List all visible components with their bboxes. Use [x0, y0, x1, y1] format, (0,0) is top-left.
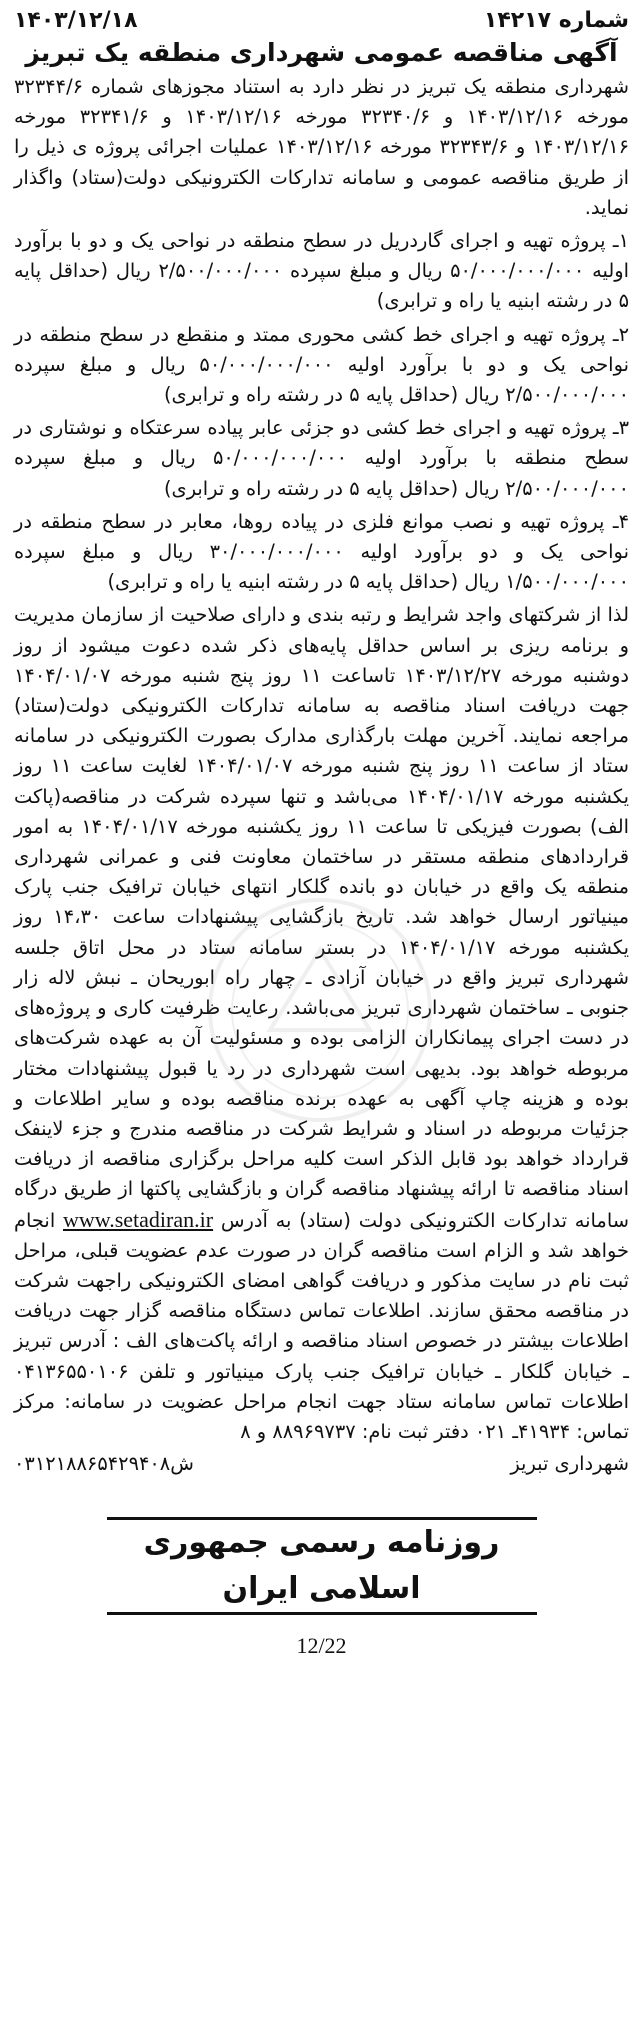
- notice-body: [14, 72, 629, 1447]
- project-item-3: ۳ـ پروژه تهیه و اجرای خط کشی دو جزئی عابر پیاده سرعتکاه و نوشتاری در سطح منطقه با برآورد اولیه ۵۰/۰۰۰/۰۰۰/۰۰۰ ریال و مبلغ سپرده ۲/۵۰۰/۰۰۰/۰۰۰ ریال (حداقل پایه ۵ در رشته راه و ترابری): [14, 416, 629, 500]
- page-number: 12/22: [296, 1633, 347, 1659]
- setad-website-link[interactable]: www.setadiran.ir: [62, 1206, 214, 1232]
- conditions-text-part1: لذا از شرکتهای واجد شرایط و رتبه بندی و دارای صلاحیت از سازمان مدیریت و برنامه ریزی بر اساس حداقل پایه‌های ذکر شده دعوت میشود از روز دوشنبه مورخه ۱۴۰۳/۱۲/۲۷ تاساعت ۱۱ روز پنج شنبه مورخه ۱۴۰۴/۰۱/۰۷ جهت دریافت اسناد مناقصه به سامانه تدارکات الکترونیکی دولت(ستاد) مراجعه نمایند. آخرین مهلت بارگذاری مدارک بصورت الکترونیکی در سامانه ستاد از ساعت ۱۱ روز پنج شنبه مورخه ۱۴۰۴/۰۱/۰۷ لغایت ساعت ۱۱ روز یکشنبه مورخه ۱۴۰۴/۰۱/۱۷ می‌باشد و تنها سپرده شرکت در مناقصه(پاکت الف) بصورت فیزیکی تا ساعت ۱۱ روز یکشنبه مورخه ۱۴۰۴/۰۱/۱۷ به امور قراردادهای منطقه مستقر در ساختمان معاونت فنی و عمرانی شهرداری منطقه یک واقع در خیابان دو بانده گلکار انتهای خیابان ترافیک جنب پارک مینیاتور ارسال خواهد شد. تاریخ بازگشایی پیشنهادات ساعت ۱۴،۳۰ روز یکشنبه مورخه ۱۴۰۴/۰۱/۱۷ در بستر سامانه ستاد در محل اتاق جلسه شهرداری تبریز واقع در خیابان آزادی ـ چهار راه ابوریحان ـ نبش لاله زار جنوبی ـ ساختمان شهرداری تبریز می‌باشد. رعایت ظرفیت کاری و پروژه‌های در دست اجرای پیمانکاران الزامی بوده و مسئولیت آن به عهده شرکت‌های مربوطه خواهد بود. بدیهی است شهرداری در رد یا قبول پیشنهادات مختار بوده و هزینه چاپ آگهی به عهده برنده مناقصه بوده و سایر اطلاعات و جزئیات مربوطه در اسناد و شرایط شرکت در مناقصه مندرج و جزء لاینفک قرارداد خواهد بود قابل الذکر است کلیه مراحل برگزاری مناقصه از دریافت اسناد مناقصه تا ارائه پیشنهاد مناقصه گران و بازگشایی پاکتها از طریق درگاه سامانه تدارکات الکترونیکی دولت (ستاد) به آدرس: [14, 603, 630, 1232]
- reference-number: ش۰۳۱۲۱۸۸۶۵۴۲۹۴۰۸: [14, 1452, 194, 1476]
- notice-date: ۱۴۰۳/۱۲/۱۸: [14, 8, 138, 33]
- notice-header: [14, 6, 629, 36]
- project-item-2: ۲ـ پروژه تهیه و اجرای خط کشی محوری ممتد و منقطع در سطح منطقه در نواحی یک و دو با برآورد اولیه ۵۰/۰۰۰/۰۰۰/۰۰۰ ریال و مبلغ سپرده ۲/۵۰۰/۰۰۰/۰۰۰ ریال (حداقل پایه ۵ در رشته راه و ترابری): [14, 322, 629, 407]
- notice-title: آگهی مناقصه عمومی شهرداری منطقه یک تبریز: [25, 38, 618, 67]
- conditions-paragraph: [14, 600, 629, 1447]
- organization-signature: شهرداری تبریز: [510, 1452, 629, 1476]
- project-item-4: ۴ـ پروژه تهیه و نصب موانع فلزی در پیاده روها، معابر در سطح منطقه در نواحی یک و دو برآورد اولیه ۳۰/۰۰۰/۰۰۰/۰۰۰ ریال و مبلغ سپرده ۱/۵۰۰/۰۰۰/۰۰۰ ریال (حداقل پایه ۵ در رشته ابنیه یا راه و ترابری): [14, 509, 629, 594]
- conditions-text-part2: انجام خواهد شد و الزام است مناقصه گران در صورت عدم عضویت قبلی، مراحل ثبت نام در سایت مذکور و دریافت گواهی امضای الکترونیکی راجهت شرکت در مناقصه محقق سازند. اطلاعات تماس دستگاه مناقصه گزار جهت دریافت اطلاعات بیشتر در خصوص اسناد مناقصه و ارائه پاکت‌های الف : آدرس تبریز ـ خیابان گلکار ـ خیابان ترافیک جنب پارک مینیاتور و تلفن ۰۴۱۳۶۵۵۰۱۰۶ اطلاعات تماس سامانه ستاد جهت انجام مراحل عضویت در سامانه: مرکز تماس: ۴۱۹۳۴ـ ۰۲۱ دفتر ثبت نام: ۸۸۹۶۹۷۳۷ و ۸: [14, 1208, 629, 1443]
- newspaper-banner: روزنامه رسمی جمهوری اسلامی ایران: [107, 1517, 537, 1615]
- notice-number: شماره ۱۴۲۱۷: [483, 8, 629, 33]
- project-item-1: ۱ـ پروژه تهیه و اجرای گاردریل در سطح منطقه در نواحی یک و دو با برآورد اولیه ۵۰/۰۰۰/۰۰۰/۰۰۰ ریال و مبلغ سپرده ۲/۵۰۰/۰۰۰/۰۰۰ ریال (حداقل پایه ۵ در رشته ابنیه یا راه و ترابری): [14, 229, 630, 313]
- intro-paragraph: شهرداری منطقه یک تبریز در نظر دارد به استناد مجوزهای شماره ۳۲۳۴۴/۶ مورخه ۱۴۰۳/۱۲/۱۶ و ۳۲۳۴۰/۶ مورخه ۱۴۰۳/۱۲/۱۶ و ۳۲۳۴۱/۶ مورخه ۱۴۰۳/۱۲/۱۶ و ۳۲۳۴۳/۶ مورخه ۱۴۰۳/۱۲/۱۶ عملیات اجرائی پروژه ی ذیل را از طریق مناقصه عمومی و سامانه تدارکات الکترونیکی دولت(ستاد) واگذار نماید.: [14, 75, 629, 219]
- signature-row: [14, 1449, 629, 1479]
